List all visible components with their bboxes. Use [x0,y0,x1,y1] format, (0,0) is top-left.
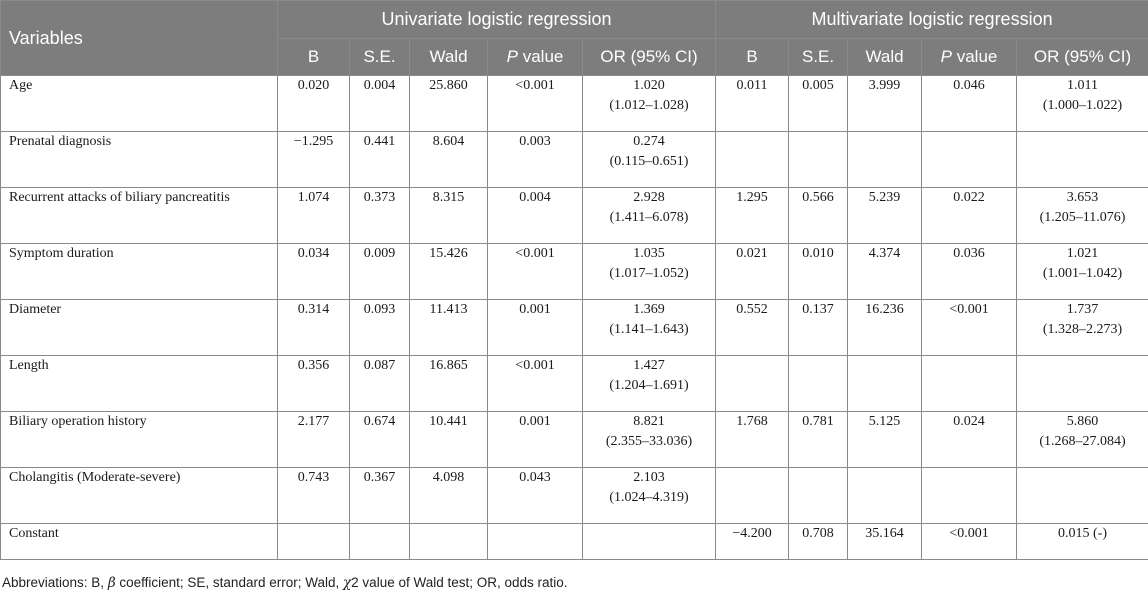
multi-se-header: S.E. [789,39,848,76]
uni-se-cell: 0.441 [350,132,410,188]
uni-or-value: 1.427 [633,358,665,373]
multi-or-cell [1017,412,1148,468]
multi-wald-header: Wald [848,39,922,76]
uni-se-cell: 0.674 [350,412,410,468]
variables-header: Variables [1,1,278,76]
uni-wald-cell [410,524,488,560]
uni-ci-value: (1.017–1.052) [609,266,689,281]
multi-b-cell: 0.011 [716,76,789,132]
multi-se-cell [789,468,848,524]
multi-or-value: 5.860 [1066,414,1099,429]
uni-se-cell: 0.004 [350,76,410,132]
multi-or-value: 0.015 (-) [1058,526,1108,541]
uni-wald-cell: 25.860 [410,76,488,132]
footnote-mid: coefficient; SE, standard error; Wald, [115,575,343,590]
multi-wald-cell [848,468,922,524]
multi-se-cell: 0.005 [789,76,848,132]
uni-se-header: S.E. [350,39,410,76]
uni-se-cell: 0.093 [350,300,410,356]
multi-wald-cell: 35.164 [848,524,922,560]
uni-or-cell [583,300,716,356]
uni-or-value: 1.020 [633,78,665,93]
multi-b-cell [716,132,789,188]
multi-wald-cell: 16.236 [848,300,922,356]
uni-or-cell [583,356,716,412]
multi-ci-value: (1.205–11.076) [1039,210,1126,225]
uni-wald-header: Wald [410,39,488,76]
uni-b-cell: 2.177 [278,412,350,468]
footnote-suffix: 2 value of Wald test; OR, odds ratio. [351,575,568,590]
uni-b-cell: 0.314 [278,300,350,356]
multi-or-value: 1.011 [1067,78,1099,93]
uni-wald-cell: 8.315 [410,188,488,244]
table-row [1,188,1148,244]
multi-p-header: P value [922,39,1017,76]
uni-b-cell [278,524,350,560]
multi-wald-cell [848,132,922,188]
uni-or-value: 0.274 [633,134,665,149]
uni-or-cell [583,76,716,132]
multi-se-cell: 0.781 [789,412,848,468]
multi-b-cell: 1.295 [716,188,789,244]
uni-b-cell: −1.295 [278,132,350,188]
uni-ci-value: (1.411–6.078) [609,210,689,225]
uni-b-cell: 0.020 [278,76,350,132]
abbreviations-footnote [2,575,568,591]
chi-symbol: χ [342,575,352,591]
multi-se-cell [789,132,848,188]
multi-p-cell [922,132,1017,188]
multi-wald-cell: 5.125 [848,412,922,468]
uni-or-cell [583,412,716,468]
uni-or-header: OR (95% CI) [583,39,716,76]
multi-ci-value: (1.000–1.022) [1042,98,1123,113]
multi-wald-cell: 3.999 [848,76,922,132]
uni-or-value: 2.103 [633,470,665,485]
multi-b-cell: 0.552 [716,300,789,356]
table-row [1,468,1148,524]
uni-wald-cell: 4.098 [410,468,488,524]
multi-p-cell: <0.001 [922,300,1017,356]
uni-p-letter: P [506,47,518,66]
univariate-header: Univariate logistic regression [278,1,716,39]
multi-or-cell [1017,524,1148,560]
variable-name-cell: Age [1,76,278,132]
variable-name-cell: Biliary operation history [1,412,278,468]
table-row [1,244,1148,300]
uni-or-cell [583,468,716,524]
multi-or-value: 1.021 [1066,246,1099,261]
table-row [1,132,1148,188]
multi-ci-value: (1.328–2.273) [1042,322,1123,337]
uni-or-cell [583,524,716,560]
multivariate-header: Multivariate logistic regression [716,1,1148,39]
uni-p-cell: 0.004 [488,188,583,244]
uni-ci-value: (1.204–1.691) [609,378,689,393]
uni-p-header: P value [488,39,583,76]
uni-or-cell [583,244,716,300]
multi-b-cell: 1.768 [716,412,789,468]
multi-or-cell [1017,468,1148,524]
variable-name-cell: Recurrent attacks of biliary pancreatitis [1,188,278,244]
uni-or-cell [583,132,716,188]
multi-or-value: 3.653 [1066,190,1099,205]
uni-p-cell: <0.001 [488,244,583,300]
multi-p-cell: 0.036 [922,244,1017,300]
multi-se-cell [789,356,848,412]
uni-ci-value: (1.012–1.028) [609,98,689,113]
multi-se-cell: 0.708 [789,524,848,560]
multi-or-cell [1017,244,1148,300]
uni-wald-cell: 10.441 [410,412,488,468]
uni-wald-cell: 16.865 [410,356,488,412]
uni-b-cell: 0.743 [278,468,350,524]
uni-or-value: 2.928 [633,190,665,205]
uni-or-cell [583,188,716,244]
table-row [1,300,1148,356]
uni-p-cell [488,524,583,560]
uni-se-cell [350,524,410,560]
uni-wald-cell: 15.426 [410,244,488,300]
uni-p-cell: 0.003 [488,132,583,188]
multi-or-cell [1017,188,1148,244]
multi-or-cell [1017,356,1148,412]
uni-ci-value: (1.141–1.643) [609,322,689,337]
uni-p-cell: 0.001 [488,412,583,468]
multi-or-cell [1017,300,1148,356]
table-body [1,76,1148,560]
multi-wald-cell: 4.374 [848,244,922,300]
uni-p-cell: 0.001 [488,300,583,356]
multi-p-cell [922,468,1017,524]
multi-b-cell [716,356,789,412]
multi-se-cell: 0.566 [789,188,848,244]
multi-or-cell [1017,132,1148,188]
multi-or-value: 1.737 [1066,302,1099,317]
multi-b-cell: 0.021 [716,244,789,300]
uni-b-header: B [278,39,350,76]
variable-name-cell: Length [1,356,278,412]
uni-or-value: 1.369 [633,302,665,317]
uni-b-cell: 0.034 [278,244,350,300]
table-row [1,524,1148,560]
footnote-prefix: Abbreviations: B, [2,575,108,590]
table-row [1,76,1148,132]
variable-name-cell: Prenatal diagnosis [1,132,278,188]
variable-name-cell: Symptom duration [1,244,278,300]
uni-se-cell: 0.367 [350,468,410,524]
multi-wald-cell: 5.239 [848,188,922,244]
uni-se-cell: 0.373 [350,188,410,244]
multi-p-letter: P [940,47,952,66]
table-row [1,356,1148,412]
multi-p-cell: 0.046 [922,76,1017,132]
multi-or-header: OR (95% CI) [1017,39,1148,76]
uni-ci-value: (2.355–33.036) [605,434,693,449]
uni-ci-value: (1.024–4.319) [609,490,689,505]
uni-b-cell: 1.074 [278,188,350,244]
uni-wald-cell: 8.604 [410,132,488,188]
uni-p-cell: 0.043 [488,468,583,524]
uni-wald-cell: 11.413 [410,300,488,356]
variable-name-cell: Constant [1,524,278,560]
uni-or-value: 8.821 [633,414,665,429]
multi-p-cell: 0.022 [922,188,1017,244]
multi-se-cell: 0.137 [789,300,848,356]
uni-ci-value: (0.115–0.651) [609,154,689,169]
multi-p-cell [922,356,1017,412]
uni-or-value: 1.035 [633,246,665,261]
uni-p-cell: <0.001 [488,76,583,132]
uni-p-cell: <0.001 [488,356,583,412]
multi-se-cell: 0.010 [789,244,848,300]
multi-or-cell [1017,76,1148,132]
multi-ci-value: (1.268–27.084) [1039,434,1126,449]
multi-ci-value: (1.001–1.042) [1042,266,1123,281]
uni-se-cell: 0.087 [350,356,410,412]
uni-se-cell: 0.009 [350,244,410,300]
variable-name-cell: Cholangitis (Moderate-severe) [1,468,278,524]
table-row [1,412,1148,468]
multi-b-cell: −4.200 [716,524,789,560]
multi-b-cell [716,468,789,524]
beta-symbol: β [107,575,116,591]
variable-name-cell: Diameter [1,300,278,356]
header-group-row [1,1,1148,39]
multi-b-header: B [716,39,789,76]
multi-p-cell: 0.024 [922,412,1017,468]
multi-p-cell: <0.001 [922,524,1017,560]
multi-wald-cell [848,356,922,412]
uni-b-cell: 0.356 [278,356,350,412]
